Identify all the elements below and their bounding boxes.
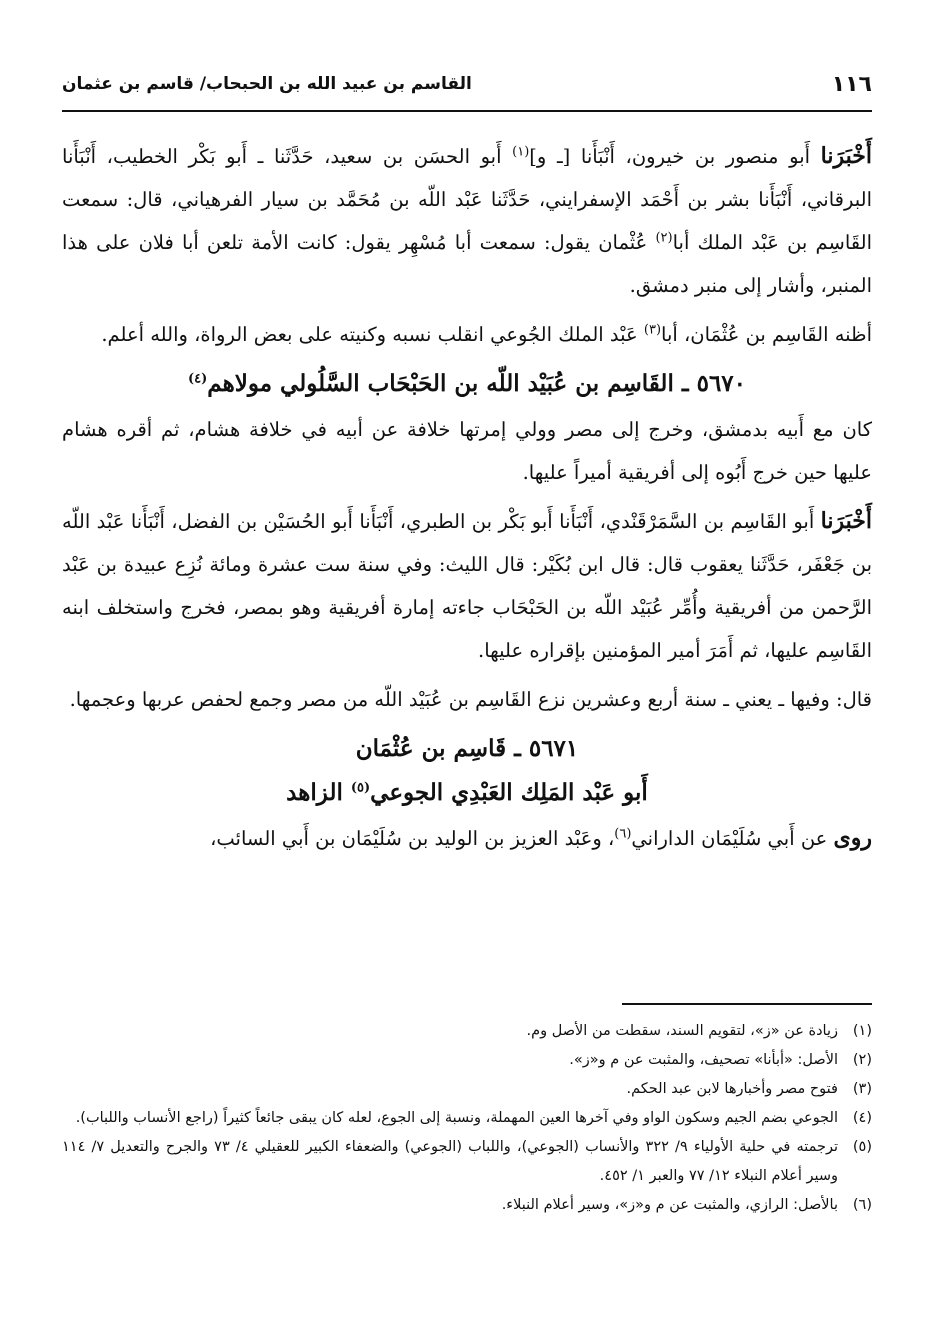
paragraph-lead: أَخْبَرَنا (820, 508, 872, 534)
footnote: (٢) الأصل: «أبأنا» تصحيف، والمثبت عن م و«ز». (569, 1052, 872, 1068)
paragraph-5 (62, 678, 872, 721)
paragraph-3 (62, 408, 872, 494)
paragraph-text: عَبْد الملك الجُوعي انقلب نسبه وكنيته على بعض الرواة، والله أعلم. (101, 323, 644, 346)
footnote-ref: (٦) (614, 826, 632, 842)
paragraph-text: أَبو القَاسِم بن السَّمَرْقَنْدي، أَنْبَأَنا أَبو بَكْر بن الطبري، أَنْبَأَنا أَبو الحُسَيْن بن الفضل، أَنْبَأَنا عَبْد اللّه بن جَعْفَر، حَدَّثَنا يعقوب قال: قال ابن بُكَيْر: قال الليث: وفي سنة ست عشرة ومائة نُزِع عبيدة بن عَبْد الرَّحمن من أفريقية وأُمِّر عُبَيْد اللّه بن الحَبْحَاب جاءته إمارة أفريقية وهو بمصر، فخرج واستخلف ابنه القَاسِم عليها، ثم أَمَرَ أمير المؤمنين بإقراره عليها. (62, 510, 872, 662)
footnote-ref: (٤) (187, 371, 208, 387)
footnote: (٣) فتوح مصر وأخبارها لابن عبد الحكم. (626, 1081, 872, 1097)
footnote-rule (622, 1003, 872, 1005)
entry-heading-5671 (62, 727, 872, 815)
paragraph-6 (62, 817, 872, 860)
footnote-ref: (١) (512, 144, 530, 160)
footnotes (62, 1017, 872, 1220)
page-header (62, 66, 872, 106)
paragraph-2 (62, 313, 872, 356)
paragraph-lead: روى (833, 825, 872, 851)
main-text (62, 135, 872, 866)
page-number: ١١٦ (831, 72, 872, 97)
paragraph-text: قال: وفيها ـ يعني ـ سنة أربع وعشرين نزع القَاسِم بن عُبَيْد اللّه من مصر وجمع لحفص عربها وعجمها. (69, 688, 872, 711)
paragraph-lead: أَخْبَرَنا (820, 143, 872, 169)
footnote-ref: (٢) (655, 230, 673, 246)
entry-heading-5670: ٥٦٧٠ ـ القَاسِم بن عُبَيْد اللّه بن الحَبْحَاب السَّلُولي مولاهم$^{(٤)}$ (187, 370, 747, 397)
paragraph-4 (62, 500, 872, 672)
entry-heading-line2: أَبو عَبْد المَلِك العَبْدِي الجوعي$^{(٥)}$ الزاهد (286, 779, 648, 806)
footnote: (١) زيادة عن «ز»، لتقويم السند، سقطت من الأصل وم. (526, 1023, 872, 1039)
footnote-ref: (٣) (643, 322, 662, 338)
paragraph-text: ، وعَبْد العزيز بن الوليد بن سُلَيْمَان بن أَبي السائب، (210, 827, 615, 850)
running-title: القاسم بن عبيد الله بن الحبحاب/ قاسم بن عثمان (62, 74, 472, 94)
paragraph-text: أَبو منصور بن خيرون، أَنْبَأَنا [ـ و] (529, 145, 821, 168)
paragraph-text: عن أَبي سُلَيْمَان الداراني (631, 827, 834, 850)
paragraph-text: عُثْمان يقول: سمعت أبا مُسْهِر يقول: كانت الأمة تلعن أبا فلان على هذا المنبر، وأشار إلى منبر دمشق. (62, 231, 872, 297)
footnote: (٤) الجوعي بضم الجيم وسكون الواو وفي آخرها العين المهملة، ونسبة إلى الجوع، لعله كان يبقى جائعاً كثيراً (راجع الأنساب واللباب). (75, 1110, 872, 1126)
footnote: (٥) ترجمته في حلية الأولياء ٩/ ٣٢٢ والأنساب (الجوعي)، واللباب (الجوعي) والضعفاء الكبير للعقيلي ٤/ ٧٣ والجرح والتعديل ٧/ ١١٤ وسير أعلام النبلاء ١٢/ ٧٧ والعبر ١/ ٤٥٢. (62, 1139, 872, 1184)
paragraph-1 (62, 135, 872, 307)
paragraph-text: أظنه القَاسِم بن عُثْمَان، أبا (661, 323, 872, 346)
paragraph-text: كان مع أَبيه بدمشق، وخرج إلى مصر وولي إمرتها خلافة عن أبيه في خلافة هشام، ثم أقره هشام عليها حين خرج أَبُوه إلى أفريقية أميراً عليها. (62, 418, 872, 484)
paragraph-text: أَبو الحسَن بن سعيد، حَدَّثَنا ـ أَبو بَكْر الخطيب، أَنْبَأَنا البرقاني، أَنْبَأَنا بشر بن أَحْمَد الإسفرايني، حَدَّثَنا عَبْد اللّه بن مُحَمَّد بن سيار الفرهياني، قال: سمعت القَاسِم بن عَبْد الملك أبا (62, 145, 872, 254)
header-rule (62, 110, 872, 112)
footnote-ref: (٥) (350, 780, 371, 796)
entry-heading-line1: ٥٦٧١ ـ قَاسِم بن عُثْمَان (355, 735, 579, 762)
footnote: (٦) بالأصل: الرازي، والمثبت عن م و«ز»، وسير أعلام النبلاء. (501, 1197, 872, 1213)
